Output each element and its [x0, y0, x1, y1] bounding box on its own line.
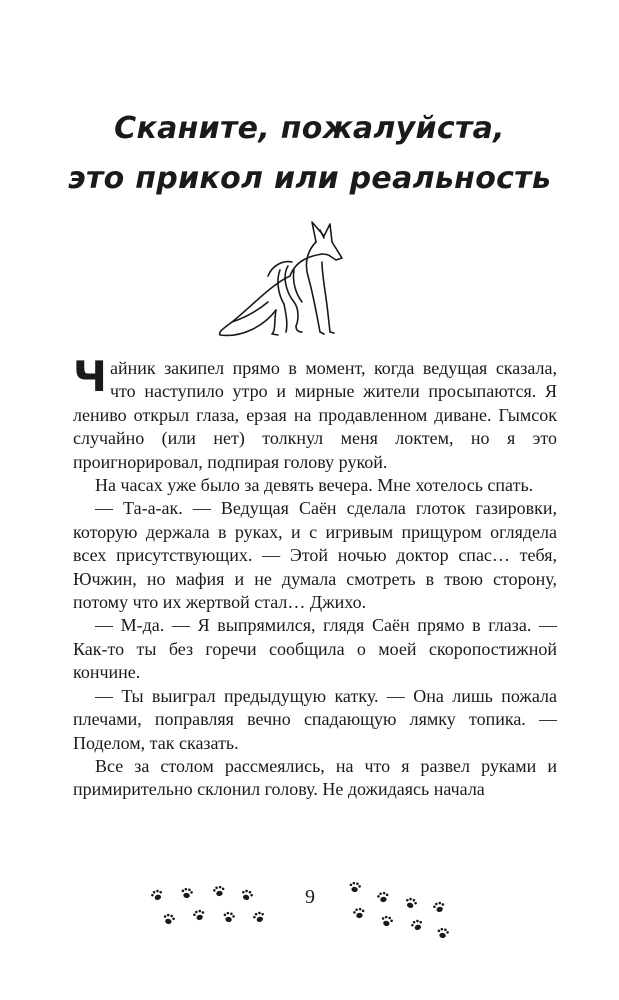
paw-print-icon: [435, 925, 451, 941]
chapter-title-line-2: это прикол или реальность: [67, 161, 552, 196]
paw-print-icon: [408, 916, 426, 934]
paw-print-icon: [190, 906, 207, 923]
paw-print-icon: [347, 879, 363, 895]
paragraph: — Та-а-ак. — Ведущая Саён сделала глоток газировки, которую держала в руках, и с игривым прищуром оглядела всех присутствующих. — Этой ночью доктор спас… тебя, Ючжин, но мафия и не думала смотреть в твою сторону, потому что их жертвой стал… Джихо.: [73, 498, 557, 613]
paw-print-icon: [378, 912, 395, 929]
paragraph: — Ты выиграл предыдущую катку. — Она лишь пожала плечами, поправляя вечно спадающую лямку топика. — Поделом, так сказать.: [73, 685, 557, 753]
paw-print-icon: [375, 889, 391, 905]
page-footer: [0, 870, 619, 950]
fox-illustration: [212, 214, 352, 344]
chapter-title: [0, 104, 619, 204]
paragraph: На часах уже было за девять вечера. Мне хотелось спать.: [95, 475, 534, 496]
paw-print-icon: [351, 905, 367, 921]
paw-print-icon: [430, 898, 447, 915]
paragraph: — М-да. — Я выпрямился, глядя Саён прямо в глаза. — Как-то ты без горечи сообщила о моей скоропостижной кончине.: [73, 615, 557, 683]
chapter-title-line-1: Сканите, пожалуйста,: [114, 111, 505, 146]
paw-print-icon: [211, 883, 227, 899]
paw-print-icon: [148, 886, 166, 904]
paw-print-icon: [221, 909, 237, 925]
page-number: 9: [305, 886, 315, 908]
paw-print-icon: [402, 894, 420, 912]
paw-print-icon: [238, 886, 256, 904]
drop-cap: Ч: [73, 352, 107, 401]
paragraph: Чайник закипел прямо в момент, когда ведущая сказала, что наступило утро и мирные жители просыпаются. Я лениво открыл глаза, ерзая на продавленном диване. Гымсок случайно (или нет) толкнул меня локтем, но я это проигнорировал, подпирая голову рукой.: [73, 352, 557, 472]
paragraph: Все за столом рассмеялись, на что я развел руками и примирительно склонил голову. Не дожидаясь начала: [73, 755, 557, 800]
paw-print-icon: [160, 910, 177, 927]
paw-print-icon: [179, 885, 195, 901]
paw-print-icon: [250, 908, 268, 926]
page-body: [73, 352, 557, 802]
